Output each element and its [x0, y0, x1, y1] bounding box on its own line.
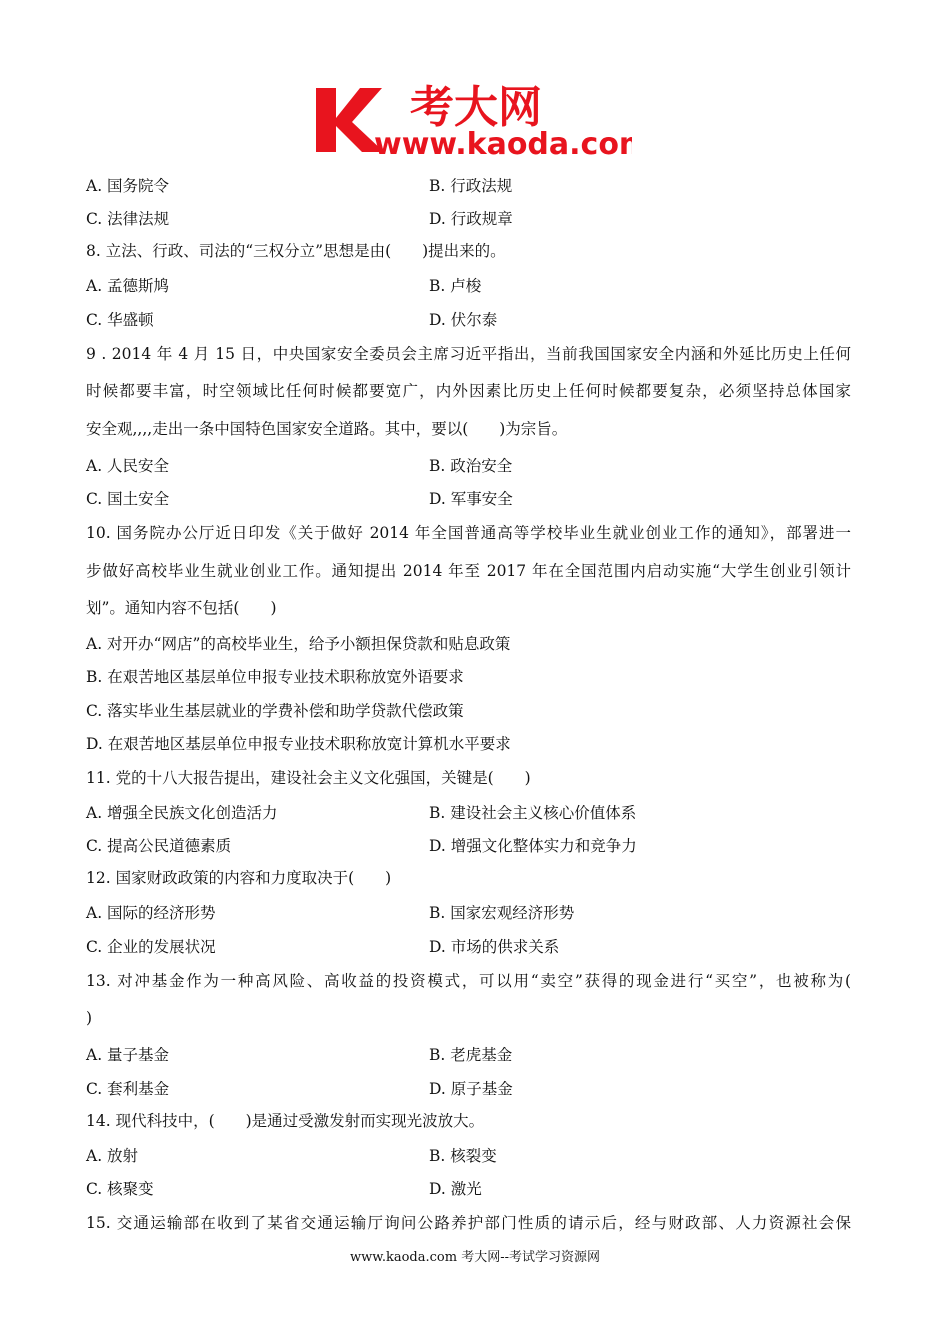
q8-option-a: A. 孟德斯鸠	[86, 277, 170, 296]
q11-question: 11. 党的十八大报告提出，建设社会主义文化强国，关键是( )	[86, 768, 531, 787]
q8-question: 8. 立法、行政、司法的“三权分立”思想是由( )提出来的。	[86, 242, 506, 260]
q7-options-row-1	[86, 168, 851, 202]
q10-option-a: A. 对开办“网店”的高校毕业生，给予小额担保贷款和贴息政策	[86, 634, 511, 653]
q13-options-row-1	[86, 1038, 851, 1072]
q9-question-line-3: 安全观,,,,走出一条中国特色国家安全道路。其中，要以( )为宗旨。	[86, 419, 568, 438]
q7-option-a: A. 国务院令	[86, 176, 170, 195]
q11-option-a: A. 增强全民族文化创造活力	[86, 803, 278, 822]
q10-option-d: D. 在艰苦地区基层单位申报专业技术职称放宽计算机水平要求	[86, 735, 511, 753]
q10-question-line-2: 步做好高校毕业生就业创业工作。通知提出 2014 年至 2017 年在全国范围内启动实施“大学生创业引领计	[86, 561, 851, 580]
q8-options-row-2	[86, 302, 851, 336]
q9-option-a: A. 人民安全	[86, 456, 170, 475]
q13-option-c: C. 套利基金	[86, 1079, 170, 1098]
q12-option-a: A. 国际的经济形势	[86, 904, 216, 923]
q10-question-line-3: 划”。通知内容不包括( )	[86, 599, 277, 617]
q11-options-row-2	[86, 829, 851, 863]
q13-option-d: D. 原子基金	[429, 1079, 513, 1098]
q9-question-line-1: 9 . 2014 年 4 月 15 日，中央国家安全委员会主席习近平指出，当前我国国家安全内涵和外延比历史上任何	[86, 344, 851, 363]
q10-option-c: C. 落实毕业生基层就业的学费补偿和助学贷款代偿政策	[86, 701, 464, 720]
q14-question: 14. 现代科技中，( )是通过受激发射而实现光波放大。	[86, 1111, 485, 1130]
q14-option-b: B. 核裂变	[429, 1146, 497, 1165]
q9-option-b: B. 政治安全	[429, 456, 513, 475]
q13-option-a: A. 量子基金	[86, 1046, 170, 1065]
q7-options-row-2	[86, 202, 851, 236]
q14-options-row-1	[86, 1138, 851, 1172]
q12-option-d: D. 市场的供求关系	[429, 937, 560, 956]
q12-option-b: B. 国家宏观经济形势	[429, 904, 575, 923]
q13-option-b: B. 老虎基金	[429, 1046, 513, 1065]
q15-question-line-1: 15. 交通运输部在收到了某省交通运输厅询问公路养护部门性质的请示后，经与财政部、人力资源社会保	[86, 1214, 851, 1232]
q9-option-c: C. 国土安全	[86, 490, 170, 509]
q13-options-row-2	[86, 1071, 851, 1105]
q11-option-b: B. 建设社会主义核心价值体系	[429, 803, 637, 822]
q13-question-line-1: 13. 对冲基金作为一种高风险、高收益的投资模式，可以用“卖空”获得的现金进行“买空”，也被称为(	[86, 971, 851, 990]
q12-question: 12. 国家财政政策的内容和力度取决于( )	[86, 869, 392, 887]
q12-options-row-1	[86, 896, 851, 930]
page-footer: www.kaoda.com 考大网--考试学习资源网	[350, 1250, 600, 1265]
kaoda-logo	[312, 78, 632, 160]
q9-options-row-2	[86, 482, 851, 516]
q13-question-line-2: )	[86, 1009, 93, 1027]
q7-option-d: D. 行政规章	[429, 210, 513, 229]
q8-option-b: B. 卢梭	[429, 277, 482, 296]
q11-option-d: D. 增强文化整体实力和竞争力	[429, 837, 637, 856]
q14-option-c: C. 核聚变	[86, 1180, 154, 1199]
q11-option-c: C. 提高公民道德素质	[86, 837, 232, 856]
q14-options-row-2	[86, 1172, 851, 1206]
q7-option-b: B. 行政法规	[429, 176, 513, 195]
q12-option-c: C. 企业的发展状况	[86, 937, 216, 956]
logo-url-text: www.kaoda.com	[374, 127, 632, 160]
logo-cn-text: 考大网	[410, 82, 542, 133]
q7-option-c: C. 法律法规	[86, 210, 170, 229]
exam-content	[86, 168, 851, 1243]
q8-options-row-1	[86, 269, 851, 303]
q10-question-line-1: 10. 国务院办公厅近日印发《关于做好 2014 年全国普通高等学校毕业生就业创业工作的通知》，部署进一	[86, 524, 851, 542]
q14-option-a: A. 放射	[86, 1146, 139, 1165]
q12-options-row-2	[86, 929, 851, 963]
q8-option-c: C. 华盛顿	[86, 310, 154, 329]
q9-option-d: D. 军事安全	[429, 490, 513, 509]
q9-question-line-2: 时候都要丰富，时空领域比任何时候都要宽广，内外因素比历史上任何时候都要复杂，必须坚持总体国家	[86, 382, 851, 400]
kaoda-logo-graphic	[312, 78, 632, 160]
q8-option-d: D. 伏尔泰	[429, 310, 498, 329]
q9-options-row-1	[86, 448, 851, 482]
q11-options-row-1	[86, 795, 851, 829]
q10-option-b: B. 在艰苦地区基层单位申报专业技术职称放宽外语要求	[86, 668, 464, 686]
q14-option-d: D. 激光	[429, 1180, 482, 1199]
